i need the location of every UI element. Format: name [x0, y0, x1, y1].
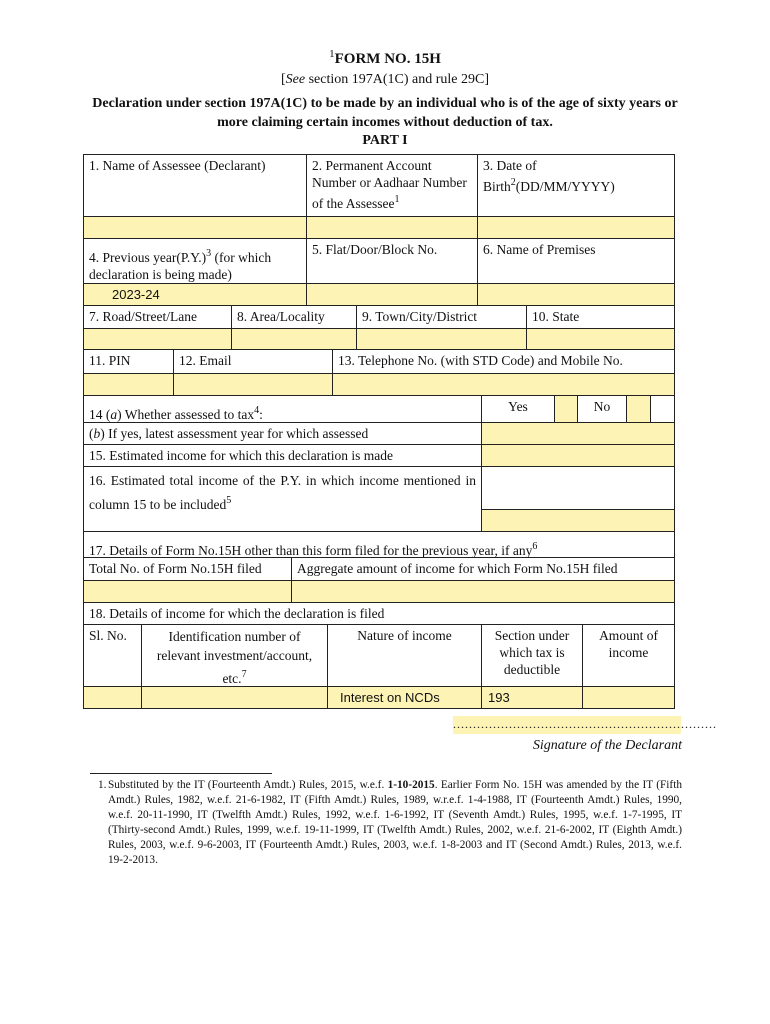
telephone-input[interactable]: [332, 373, 675, 396]
road-street-input[interactable]: [83, 328, 232, 350]
total-forms-input[interactable]: [83, 580, 292, 603]
field-9-label: 9. Town/City/District: [356, 305, 527, 329]
title-footnote-marker: 1: [329, 48, 335, 60]
form-title: $^1$FORM NO. 15H: [329, 48, 441, 67]
estimated-income-input[interactable]: [481, 444, 675, 467]
field-17-aggregate-label: Aggregate amount of income for which Form No.15H filed: [291, 557, 675, 581]
col-ident-header: Identification number of relevant investment/account, etc.$^7$: [141, 624, 328, 687]
yes-checkbox[interactable]: [554, 395, 578, 423]
signature-field[interactable]: ..................................................................: [453, 716, 681, 734]
town-city-input[interactable]: [356, 328, 527, 350]
field-4-label: 4. Previous $year(P.Y.)^3$ (for which declaration is being made): [83, 238, 307, 284]
footnote: [98, 778, 682, 868]
row-amount-input[interactable]: [582, 686, 675, 709]
pin-input[interactable]: [83, 373, 174, 396]
yes-label: Yes: [481, 395, 555, 423]
total-income-input[interactable]: [481, 509, 675, 532]
date-of-birth-input[interactable]: [477, 216, 675, 239]
field-1-label: 1. Name of Assessee (Declarant): [83, 154, 307, 217]
field-14a-label: 14 (a) Whether assessed to tax$^4$:: [83, 395, 482, 423]
field-16-blank: [481, 466, 675, 510]
no-label: No: [577, 395, 627, 423]
footnote-text: Substituted by the IT (Fourteenth Amdt.) Rules, 2015, w.e.f. 1-10-2015. Earlier Form No. 15H was amended by the IT (Fifth Amdt.) Rules, 1982, w.e.f. 21-6-1982, IT (Fifth Amdt.) Rules, 1989, w.r.e.f. 1-4-1988, IT (Fourteenth Amdt.) Rules, 1990, w.e.f. 20-11-1990, IT (Twelfth Amdt.) Rules, 1992, w.e.f. 1-6-1992, IT (Seventh Amdt.) Rules, 1995, w.e.f. 1-7-1995, IT (Thirty-second Amdt.) Rules, 1999, w.e.f. 19-11-1999, IT (Twelfth Amdt.) Rules, 2002, w.e.f. 21-6-2002, IT (Eighth Amdt.) Rules, 2003, w.e.f. 9-6-2003, IT (Fourteenth Amdt.) Rules, 2003, w.e.f. 1-8-2003 and IT (Second Amdt.) Rules, 2013, w.e.f. 19-2-2013.: [108, 779, 682, 866]
field-2-label: 2. Permanent Account Number or Aadhaar Number of the Assessee$^1$: [306, 154, 478, 217]
flat-door-input[interactable]: [306, 283, 478, 306]
row-ident-input[interactable]: [141, 686, 328, 709]
field-16-label: 16. Estimated total income of the P.Y. in which income mentioned in column 15 to be included$^5$: [83, 466, 482, 532]
row-nature-input[interactable]: Interest on NCDs: [327, 686, 482, 709]
previous-year-input[interactable]: 2023-24: [83, 283, 307, 306]
assessment-year-input[interactable]: [481, 422, 675, 445]
signature-label: Signature of the Declarant: [532, 738, 682, 753]
field-10-label: 10. State: [526, 305, 675, 329]
field-12-label: 12. Email: [173, 349, 333, 374]
area-locality-input[interactable]: [231, 328, 357, 350]
field-11-label: 11. PIN: [83, 349, 174, 374]
field-17-total-label: Total No. of Form No.15H filed: [83, 557, 292, 581]
field-5-label: 5. Flat/Door/Block No.: [306, 238, 478, 284]
col-amount-header: Amount of income: [582, 624, 675, 687]
field-8-label: 8. Area/Locality: [231, 305, 357, 329]
email-input[interactable]: [173, 373, 333, 396]
field-13-label: 13. Telephone No. (with STD Code) and Mobile No.: [332, 349, 675, 374]
pan-aadhaar-input[interactable]: [306, 216, 478, 239]
col-sl-header: Sl. No.: [83, 624, 142, 687]
field-7-label: 7. Road/Street/Lane: [83, 305, 232, 329]
col-section-header: Section under which tax is deductible: [481, 624, 583, 687]
field-15-label: 15. Estimated income for which this declaration is made: [83, 444, 482, 467]
field-14b-label: (b) If yes, latest assessment year for which assessed: [83, 422, 482, 445]
field-18-label: 18. Details of income for which the declaration is filed: [83, 602, 675, 625]
field-17-label: 17. Details of Form No.15H other than this form filed for the previous year, if any$^6$: [83, 531, 675, 558]
row-sl-input[interactable]: [83, 686, 142, 709]
footnote-number: 1.: [98, 779, 107, 791]
aggregate-amount-input[interactable]: [291, 580, 675, 603]
field-3-label: 3. Date of Birth$^2$(DD/MM/YYYY): [477, 154, 675, 217]
footnote-divider: [90, 773, 272, 774]
part-heading: PART I: [362, 133, 408, 148]
no-checkbox[interactable]: [626, 395, 651, 423]
spacer-cell: [650, 395, 675, 423]
state-input[interactable]: [526, 328, 675, 350]
declaration-heading: Declaration under section 197A(1C) to be made by an individual who is of the age of sixty years or more claiming certain incomes without deduction of tax.: [92, 96, 678, 130]
col-nature-header: Nature of income: [327, 624, 482, 687]
premises-input[interactable]: [477, 283, 675, 306]
form-subtitle: [See section 197A(1C) and rule 29C]: [280, 72, 490, 87]
assessee-name-input[interactable]: [83, 216, 307, 239]
row-section-input[interactable]: 193: [481, 686, 583, 709]
field-6-label: 6. Name of Premises: [477, 238, 675, 284]
